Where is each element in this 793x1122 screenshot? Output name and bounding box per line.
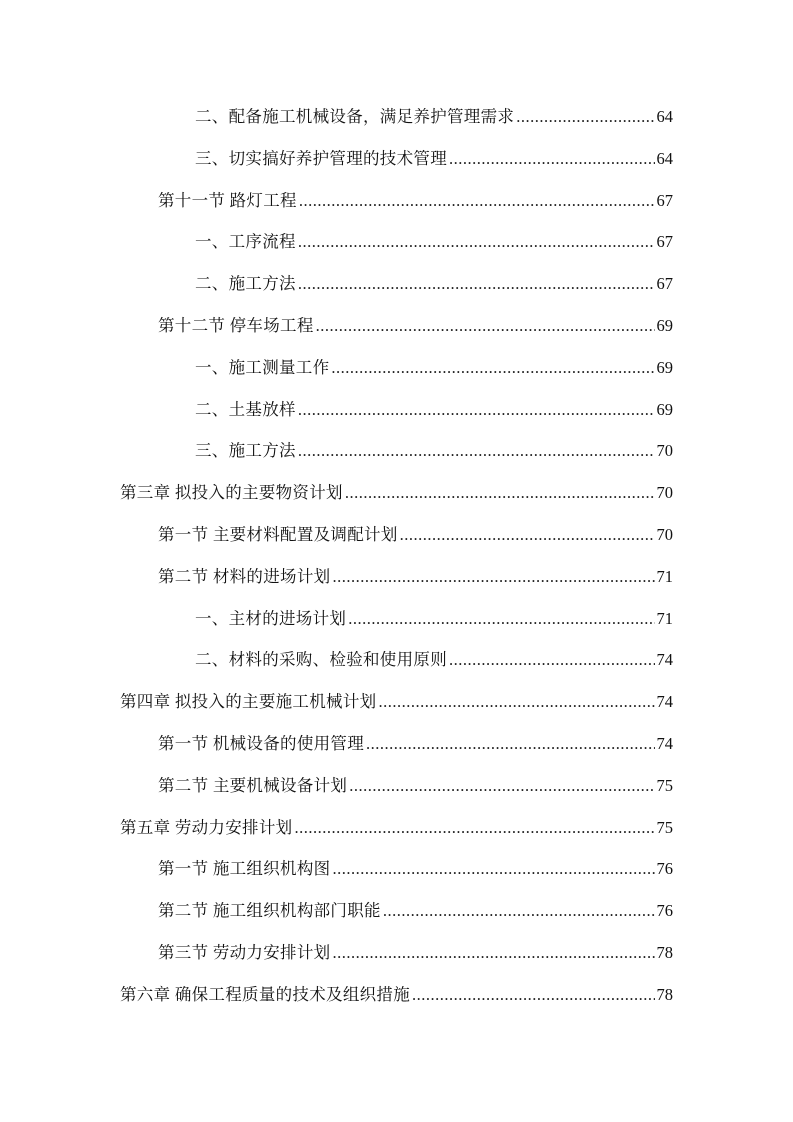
- dot-leader: [378, 689, 654, 715]
- toc-entry-title: 第五章 劳动力安排计划: [120, 817, 293, 837]
- toc-entry[interactable]: [158, 898, 673, 924]
- toc-entry[interactable]: [120, 815, 673, 841]
- toc-entry[interactable]: [195, 397, 673, 423]
- toc-entry-title: 三、切实搞好养护管理的技术管理: [195, 148, 447, 168]
- toc-entry-title: 三、施工方法: [195, 441, 296, 461]
- toc-entry-page: 67: [656, 274, 673, 294]
- toc-entry[interactable]: [158, 731, 673, 757]
- toc-entry-title: 一、施工测量工作: [195, 357, 330, 377]
- toc-entry-page: 74: [656, 650, 673, 670]
- toc-entry-title: 二、土基放样: [195, 399, 296, 419]
- toc-entry-title: 第二节 施工组织机构部门职能: [158, 901, 381, 921]
- toc-entry-page: 78: [656, 943, 673, 962]
- dot-leader: [332, 940, 654, 966]
- dot-leader: [449, 647, 655, 673]
- dot-leader: [383, 898, 655, 924]
- toc-entry-title: 二、配备施工机械设备，满足养护管理需求: [195, 107, 515, 126]
- toc-entry-title: 第二节 材料的进场计划: [158, 566, 331, 586]
- toc-entry-page: 67: [656, 232, 673, 252]
- dot-leader: [400, 522, 655, 548]
- toc-entry[interactable]: [120, 689, 673, 715]
- toc-entry-title: 第六章 确保工程质量的技术及组织措施: [120, 984, 411, 1004]
- dot-leader: [331, 355, 654, 381]
- toc-entry-title: 一、主材的进场计划: [195, 608, 347, 628]
- toc-entry-title: 第一节 主要材料配置及调配计划: [158, 525, 398, 544]
- toc-entry-title: 第三节 劳动力安排计划: [158, 943, 331, 962]
- toc-entry[interactable]: [195, 146, 673, 172]
- dot-leader: [332, 564, 654, 590]
- toc-entry[interactable]: [158, 522, 673, 548]
- dot-leader: [316, 313, 655, 339]
- toc-entry-page: 74: [656, 692, 673, 712]
- toc-entry[interactable]: [195, 606, 673, 632]
- toc-entry[interactable]: [120, 982, 673, 1008]
- toc-entry[interactable]: [158, 940, 673, 966]
- dot-leader: [299, 188, 655, 214]
- dot-leader: [366, 731, 654, 757]
- toc-entry-page: 74: [656, 734, 673, 753]
- toc-entry-page: 64: [656, 148, 673, 168]
- toc-entry[interactable]: [195, 647, 673, 673]
- toc-entry[interactable]: [195, 229, 673, 255]
- dot-leader: [298, 438, 655, 464]
- toc-entry-page: 70: [656, 483, 673, 503]
- toc-entry[interactable]: [158, 313, 673, 339]
- toc-entry-title: 二、施工方法: [195, 274, 296, 294]
- toc-entry-page: 75: [656, 775, 673, 795]
- toc-entry-title: 一、工序流程: [195, 232, 296, 252]
- dot-leader: [345, 480, 655, 506]
- toc-entry-page: 70: [656, 525, 673, 544]
- toc-entry-title: 第十一节 路灯工程: [158, 190, 297, 210]
- toc-entry[interactable]: [158, 564, 673, 590]
- toc-entry-title: 第二节 主要机械设备计划: [158, 775, 348, 795]
- toc-entry[interactable]: [158, 188, 673, 214]
- dot-leader: [348, 606, 654, 632]
- toc-entry[interactable]: [195, 355, 673, 381]
- dot-leader: [449, 146, 655, 172]
- toc-entry[interactable]: [158, 856, 673, 882]
- toc-entry-page: 70: [656, 441, 673, 461]
- dot-leader: [349, 773, 654, 799]
- toc-entry-page: 76: [656, 901, 673, 921]
- toc-entry[interactable]: [195, 104, 673, 130]
- toc-entry-page: 71: [656, 608, 673, 628]
- dot-leader: [298, 229, 655, 255]
- toc-entry-title: 第一节 施工组织机构图: [158, 859, 331, 879]
- dot-leader: [298, 271, 655, 297]
- toc-entry-page: 71: [656, 566, 673, 586]
- toc-entry-page: 78: [656, 984, 673, 1004]
- dot-leader: [298, 397, 655, 423]
- toc-entry-page: 64: [656, 107, 673, 126]
- toc-entry[interactable]: [195, 271, 673, 297]
- toc-entry[interactable]: [158, 773, 673, 799]
- toc-entry-title: 第一节 机械设备的使用管理: [158, 734, 365, 753]
- toc-entry-page: 67: [656, 190, 673, 210]
- dot-leader: [412, 982, 654, 1008]
- toc-entry-page: 69: [656, 316, 673, 335]
- toc-entry-title: 二、材料的采购、检验和使用原则: [195, 650, 447, 670]
- toc-entry-title: 第四章 拟投入的主要施工机械计划: [120, 692, 377, 712]
- dot-leader: [516, 104, 654, 130]
- toc-entry-page: 75: [656, 817, 673, 837]
- toc-entry-page: 69: [656, 357, 673, 377]
- dot-leader: [294, 815, 654, 841]
- toc-entry-page: 69: [656, 399, 673, 419]
- toc-entry-page: 76: [656, 859, 673, 879]
- toc-entry[interactable]: [120, 480, 673, 506]
- toc-entry-title: 第三章 拟投入的主要物资计划: [120, 483, 343, 503]
- toc-entry-title: 第十二节 停车场工程: [158, 316, 314, 335]
- toc-entry[interactable]: [195, 438, 673, 464]
- dot-leader: [332, 856, 654, 882]
